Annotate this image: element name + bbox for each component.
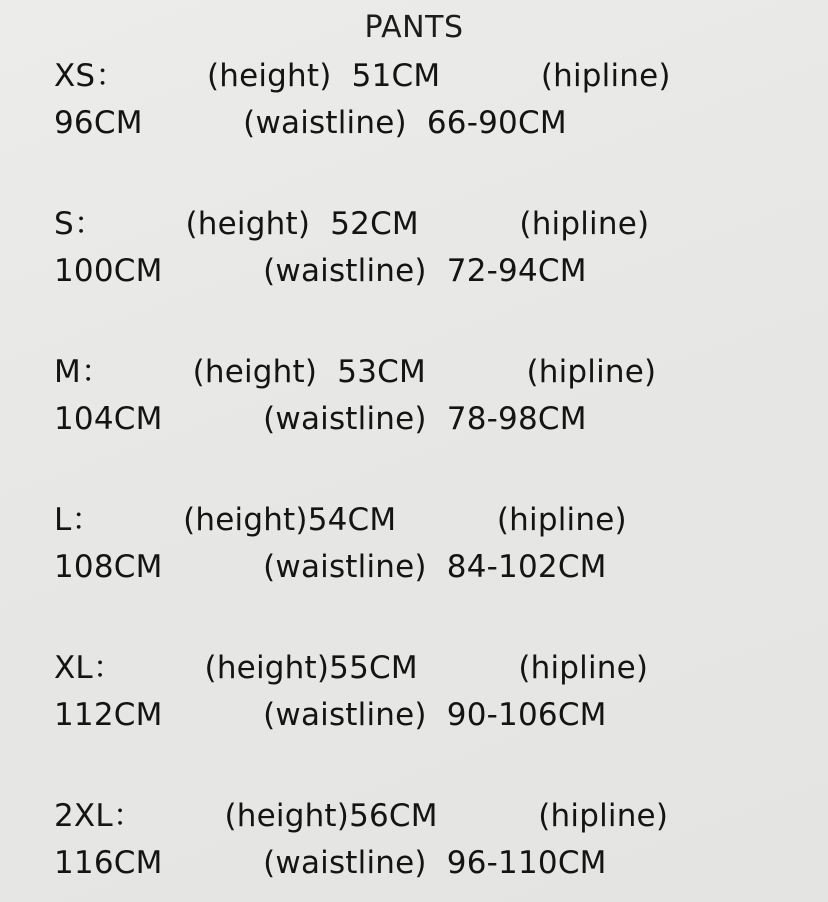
list-item [0,496,828,592]
size-line-primary: XL： (height)55CM (hipline) [54,650,649,686]
size-line-secondary: 104CM (waistline) 78-98CM [54,401,587,437]
page-title: PANTS [364,10,464,45]
size-line-secondary: 116CM (waistline) 96-110CM [54,845,607,881]
list-item [0,348,828,444]
size-line-primary: M： (height) 53CM (hipline) [54,354,657,390]
list-item [0,200,828,296]
list-item [0,792,828,888]
size-line-primary: 2XL： (height)56CM (hipline) [54,798,669,834]
size-line-primary: S： (height) 52CM (hipline) [54,206,650,242]
size-line-primary: L： (height)54CM (hipline) [54,502,627,538]
size-line-secondary: 96CM (waistline) 66-90CM [54,105,567,141]
list-item [0,644,828,740]
size-line-secondary: 108CM (waistline) 84-102CM [54,549,607,585]
size-list [0,52,828,888]
list-item [0,52,828,148]
size-line-secondary: 100CM (waistline) 72-94CM [54,253,587,289]
size-line-primary: XS： (height) 51CM (hipline) [54,58,671,94]
size-line-secondary: 112CM (waistline) 90-106CM [54,697,607,733]
